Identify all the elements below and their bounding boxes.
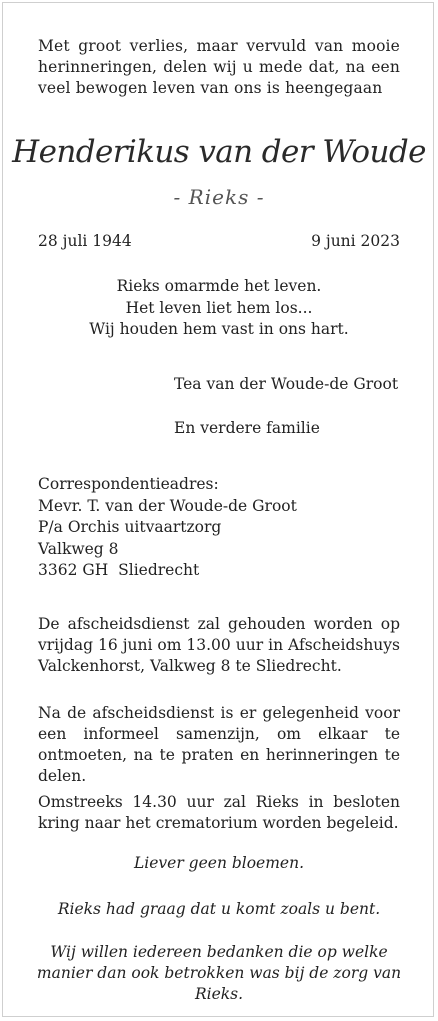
family-member: Tea van der Woude-de Groot	[174, 375, 399, 393]
farewell-service-paragraph: De afscheidsdienst zal gehouden worden op vrijdag 16 juni om 13.00 uur in Afscheidshuys Valckenhorst, Valkweg 8 te Sliedrecht.	[38, 615, 400, 675]
poem-line: Rieks omarmde het leven.	[116, 277, 322, 295]
poem	[0, 276, 438, 341]
dress-note: Rieks had graag dat u komt zoals u bent.	[57, 900, 381, 918]
address-line: P/a Orchis uitvaartzorg	[38, 518, 222, 536]
cremation-paragraph: Omstreeks 14.30 uur zal Rieks in besloten kring naar het crematorium worden begeleid.	[38, 793, 400, 832]
address-line: Mevr. T. van der Woude-de Groot	[38, 496, 297, 515]
thanks-note: Wij willen iedereen bedanken die op welke manier dan ook betrokken was bij de zorg van Rieks.	[36, 943, 402, 1003]
no-flowers-note: Liever geen bloemen.	[133, 854, 305, 872]
address-heading: Correspondentieadres:	[38, 475, 219, 493]
gathering-paragraph: Na de afscheidsdienst is er gelegenheid voor een informeel samenzijn, om elkaar te ontmoeten, na te praten en herinneringen te delen.	[38, 704, 400, 785]
address-line: Valkweg 8	[38, 539, 119, 558]
poem-line: Het leven liet hem los...	[125, 298, 313, 317]
deceased-nickname: - Rieks -	[173, 185, 265, 209]
correspondence-address	[38, 474, 400, 582]
address-line: 3362 GH Sliedrecht	[38, 561, 200, 579]
birth-date: 28 juli 1944	[38, 232, 132, 250]
family-others: En verdere familie	[174, 419, 320, 437]
death-date: 9 juni 2023	[311, 232, 400, 250]
poem-line: Wij houden hem vast in ons hart.	[89, 320, 349, 338]
dates-row	[38, 232, 400, 250]
deceased-name: Henderikus van der Woude	[12, 134, 426, 170]
intro-text: Met groot verlies, maar vervuld van mooie herinneringen, delen wij u mede dat, na een veel bewogen leven van ons is heengegaan	[38, 37, 400, 97]
